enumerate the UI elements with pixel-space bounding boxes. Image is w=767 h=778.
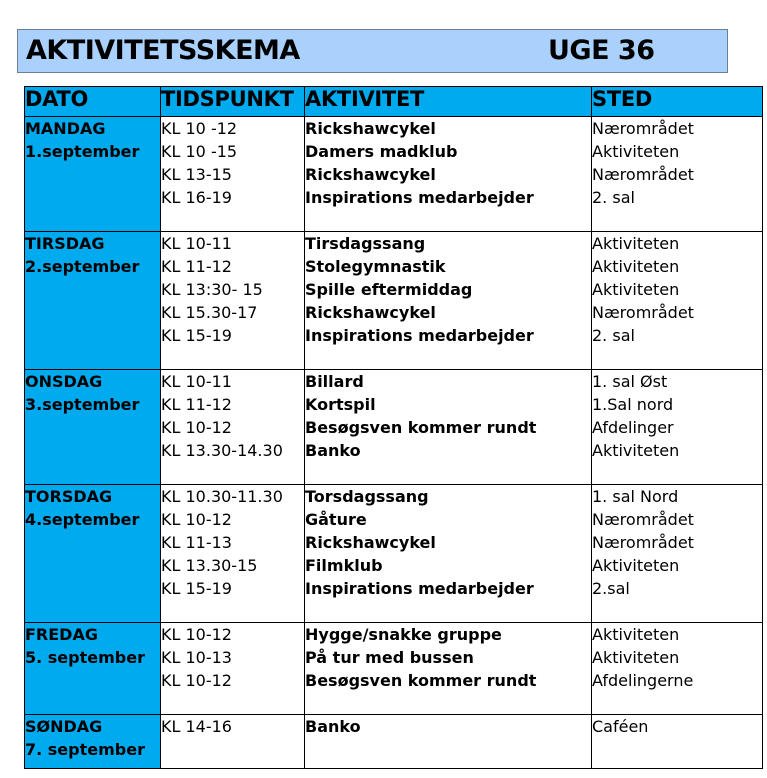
time-entry: KL 15.30-17 <box>161 303 258 322</box>
activity-entry: På tur med bussen <box>305 648 474 667</box>
day-date: 4.september <box>25 510 140 529</box>
place-entry: Caféen <box>592 717 649 736</box>
activity-entry: Rickshawcykel <box>305 303 436 322</box>
time-entry: KL 10 -12 <box>161 119 238 138</box>
day-name: TORSDAG <box>25 487 113 506</box>
day-cell <box>25 623 161 715</box>
place-cell <box>592 232 763 370</box>
place-cell <box>592 623 763 715</box>
place-entry: Nærområdet <box>592 303 694 322</box>
time-entry: KL 10-11 <box>161 234 232 253</box>
header-row <box>25 87 763 117</box>
day-cell <box>25 117 161 232</box>
place-entry: Aktiviteten <box>592 234 680 253</box>
day-name: MANDAG <box>25 119 106 138</box>
activity-entry: Filmklub <box>305 556 383 575</box>
day-cell <box>25 485 161 623</box>
activity-entry: Tirsdagssang <box>305 234 426 253</box>
day-date: 1.september <box>25 142 140 161</box>
activity-cell <box>305 232 592 370</box>
activity-entry: Kortspil <box>305 395 376 414</box>
place-entry: Nærområdet <box>592 119 694 138</box>
activity-cell <box>305 370 592 485</box>
activity-cell <box>305 715 592 769</box>
schedule-title: AKTIVITETSSKEMA <box>26 35 300 66</box>
time-entry: KL 14-16 <box>161 717 232 736</box>
time-entry: KL 10-12 <box>161 510 232 529</box>
day-row <box>25 232 763 370</box>
time-entry: KL 10-13 <box>161 648 232 667</box>
place-entry: Aktiviteten <box>592 257 680 276</box>
place-cell <box>592 117 763 232</box>
day-row <box>25 485 763 623</box>
header-time: TIDSPUNKT <box>161 87 305 117</box>
place-cell <box>592 370 763 485</box>
day-date: 5. september <box>25 648 145 667</box>
activity-entry: Torsdagssang <box>305 487 429 506</box>
title-banner <box>17 29 728 73</box>
time-entry: KL 10 -15 <box>161 142 238 161</box>
place-entry: Aktiviteten <box>592 441 680 460</box>
activity-cell <box>305 623 592 715</box>
activity-entry: Rickshawcykel <box>305 533 436 552</box>
day-name: TIRSDAG <box>25 234 105 253</box>
place-entry: 2.sal <box>592 579 630 598</box>
week-label: UGE 36 <box>548 35 655 66</box>
header-activity: AKTIVITET <box>305 87 592 117</box>
activity-entry: Banko <box>305 441 361 460</box>
activity-entry: Besøgsven kommer rundt <box>305 418 537 437</box>
day-cell <box>25 715 161 769</box>
day-row <box>25 370 763 485</box>
time-entry: KL 11-13 <box>161 533 232 552</box>
activity-cell <box>305 117 592 232</box>
time-cell <box>161 370 305 485</box>
day-row <box>25 623 763 715</box>
place-entry: Afdelingerne <box>592 671 694 690</box>
place-entry: 2. sal <box>592 188 635 207</box>
time-entry: KL 10-11 <box>161 372 232 391</box>
time-entry: KL 10-12 <box>161 671 232 690</box>
time-entry: KL 10-12 <box>161 418 232 437</box>
day-cell <box>25 232 161 370</box>
day-row <box>25 715 763 769</box>
time-entry: KL 11-12 <box>161 257 232 276</box>
place-entry: Aktiviteten <box>592 648 680 667</box>
place-entry: 1. sal Øst <box>592 372 668 391</box>
time-entry: KL 16-19 <box>161 188 232 207</box>
place-entry: Aktiviteten <box>592 556 680 575</box>
activity-entry: Banko <box>305 717 361 736</box>
place-cell <box>592 485 763 623</box>
day-name: SØNDAG <box>25 717 103 736</box>
day-row <box>25 117 763 232</box>
time-entry: KL 13:30- 15 <box>161 280 263 299</box>
day-cell <box>25 370 161 485</box>
time-cell <box>161 485 305 623</box>
header-date: DATO <box>25 87 161 117</box>
day-name: ONSDAG <box>25 372 103 391</box>
time-entry: KL 11-12 <box>161 395 232 414</box>
day-date: 3.september <box>25 395 140 414</box>
activity-entry: Inspirations medarbejder <box>305 326 534 345</box>
activity-entry: Damers madklub <box>305 142 458 161</box>
time-entry: KL 13.30-14.30 <box>161 441 283 460</box>
time-entry: KL 13.30-15 <box>161 556 258 575</box>
time-entry: KL 10-12 <box>161 625 232 644</box>
time-cell <box>161 117 305 232</box>
day-name: FREDAG <box>25 625 98 644</box>
activity-entry: Billard <box>305 372 364 391</box>
activity-cell <box>305 485 592 623</box>
place-cell <box>592 715 763 769</box>
time-entry: KL 10.30-11.30 <box>161 487 283 506</box>
time-cell <box>161 623 305 715</box>
activity-entry: Rickshawcykel <box>305 119 436 138</box>
activity-entry: Gåture <box>305 510 367 529</box>
time-entry: KL 13-15 <box>161 165 232 184</box>
activity-entry: Hygge/snakke gruppe <box>305 625 502 644</box>
place-entry: 1. sal Nord <box>592 487 679 506</box>
time-entry: KL 15-19 <box>161 326 232 345</box>
activity-entry: Inspirations medarbejder <box>305 579 534 598</box>
day-date: 7. september <box>25 740 145 759</box>
place-entry: Nærområdet <box>592 510 694 529</box>
time-entry: KL 15-19 <box>161 579 232 598</box>
schedule-table <box>24 86 763 769</box>
header-place: STED <box>592 87 763 117</box>
place-entry: 1.Sal nord <box>592 395 674 414</box>
place-entry: Nærområdet <box>592 165 694 184</box>
activity-entry: Stolegymnastik <box>305 257 446 276</box>
activity-entry: Inspirations medarbejder <box>305 188 534 207</box>
place-entry: Afdelinger <box>592 418 674 437</box>
day-date: 2.september <box>25 257 140 276</box>
time-cell <box>161 232 305 370</box>
place-entry: Aktiviteten <box>592 142 680 161</box>
place-entry: 2. sal <box>592 326 635 345</box>
time-cell <box>161 715 305 769</box>
activity-entry: Spille eftermiddag <box>305 280 473 299</box>
activity-entry: Besøgsven kommer rundt <box>305 671 537 690</box>
place-entry: Aktiviteten <box>592 280 680 299</box>
activity-entry: Rickshawcykel <box>305 165 436 184</box>
place-entry: Aktiviteten <box>592 625 680 644</box>
place-entry: Nærområdet <box>592 533 694 552</box>
